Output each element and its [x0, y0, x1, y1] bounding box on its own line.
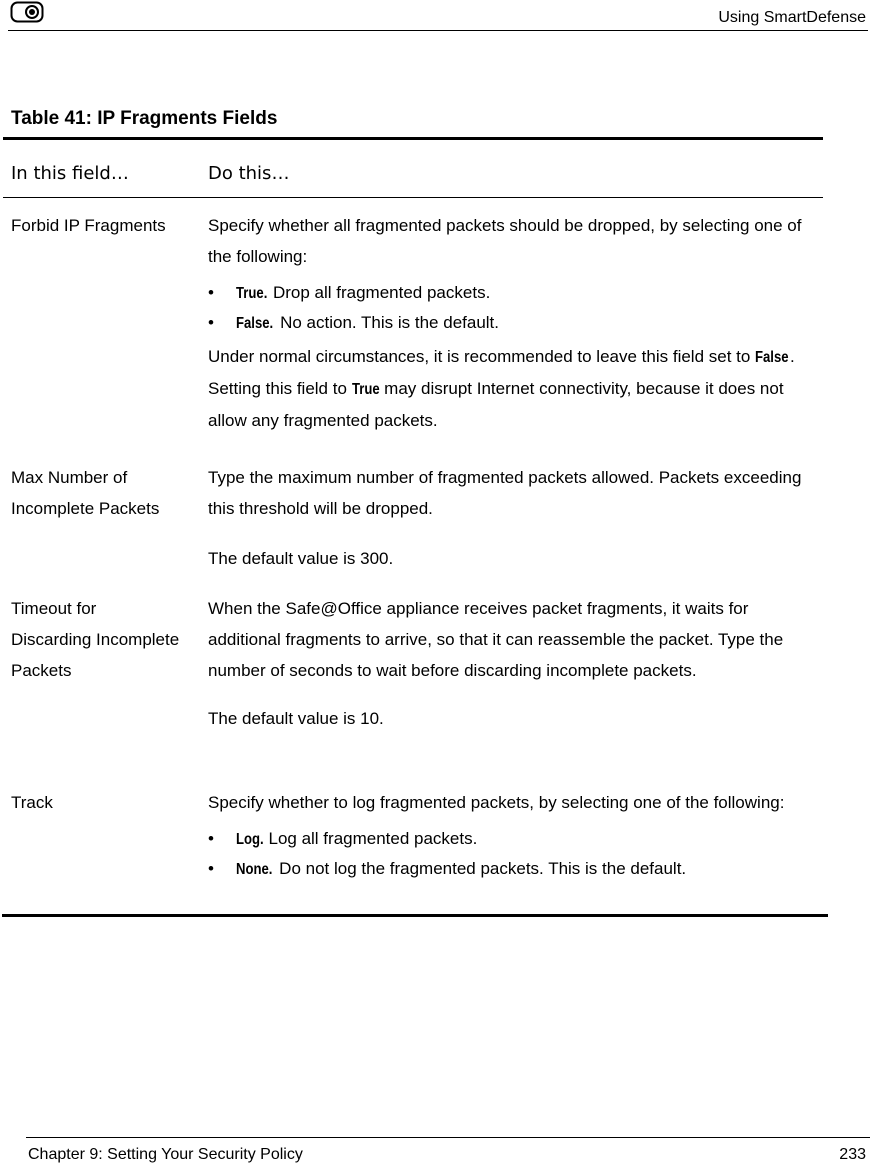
column-header-action: Do this…	[208, 163, 290, 184]
description-intro: Type the maximum number of fragmented packets allowed. Packets exceeding this threshold will be dropped.	[208, 468, 802, 518]
bullet-text: Do not log the fragmented packets. This is the default.	[274, 859, 687, 878]
table-title: Table 41: IP Fragments Fields	[11, 108, 278, 129]
section-title: Using SmartDefense	[718, 9, 866, 26]
column-header-field: In this field…	[11, 163, 129, 184]
keyword-true: True.	[236, 285, 268, 302]
field-name-forbid-ip-fragments: Forbid IP Fragments	[11, 216, 166, 235]
field-description-timeout-discarding	[208, 593, 813, 734]
bullet-text: Drop all fragmented packets.	[268, 283, 491, 302]
keyword-true: True	[351, 381, 380, 398]
bullet-icon: •	[208, 283, 214, 302]
description-intro: Specify whether to log fragmented packets, by selecting one of the following:	[208, 793, 785, 812]
table-top-rule	[3, 137, 823, 140]
keyword-false: False.	[236, 315, 274, 332]
field-description-forbid-ip-fragments	[208, 210, 813, 436]
bullet-icon: •	[208, 313, 214, 332]
description-intro: When the Safe@Office appliance receives packet fragments, it waits for additional fragments to arrive, so that it can reassemble the packet. Type the number of seconds to wait before discarding incomplete packets.	[208, 599, 784, 680]
field-description-max-number-incomplete-packets	[208, 462, 813, 574]
description-default: The default value is 300.	[208, 549, 394, 568]
field-name-timeout-discarding: Timeout for Discarding Incomplete Packets	[11, 599, 180, 680]
bullet-icon: •	[208, 829, 214, 848]
keyword-none: None.	[236, 861, 273, 878]
bullet-item	[208, 278, 813, 308]
bullet-text: No action. This is the default.	[275, 313, 499, 332]
keyword-false: False	[755, 349, 789, 366]
field-name-track: Track	[11, 793, 53, 812]
table-bottom-rule	[2, 914, 828, 917]
page-number: 233	[839, 1146, 866, 1163]
bullet-item	[208, 308, 813, 338]
description-default: The default value is 10.	[208, 709, 384, 728]
table-header-rule	[3, 197, 823, 198]
footer-rule	[26, 1137, 870, 1138]
field-name-max-number-incomplete-packets: Max Number of Incomplete Packets	[11, 468, 160, 518]
description-intro: Specify whether all fragmented packets should be dropped, by selecting one of the following:	[208, 216, 802, 266]
smartdefense-logo-icon	[10, 1, 44, 23]
header-rule	[8, 30, 868, 31]
bullet-item	[208, 854, 813, 884]
keyword-log: Log.	[236, 831, 264, 848]
field-description-track	[208, 787, 813, 884]
description-note: Under normal circumstances, it is recommended to leave this field set to False. Setting this field to True may disrupt Internet connectivity, because it does not allow any fragmented packets.	[208, 341, 813, 436]
bullet-icon: •	[208, 859, 214, 878]
bullet-text: Log all fragmented packets.	[263, 829, 478, 848]
footer-chapter: Chapter 9: Setting Your Security Policy	[28, 1146, 303, 1163]
bullet-item	[208, 824, 813, 854]
